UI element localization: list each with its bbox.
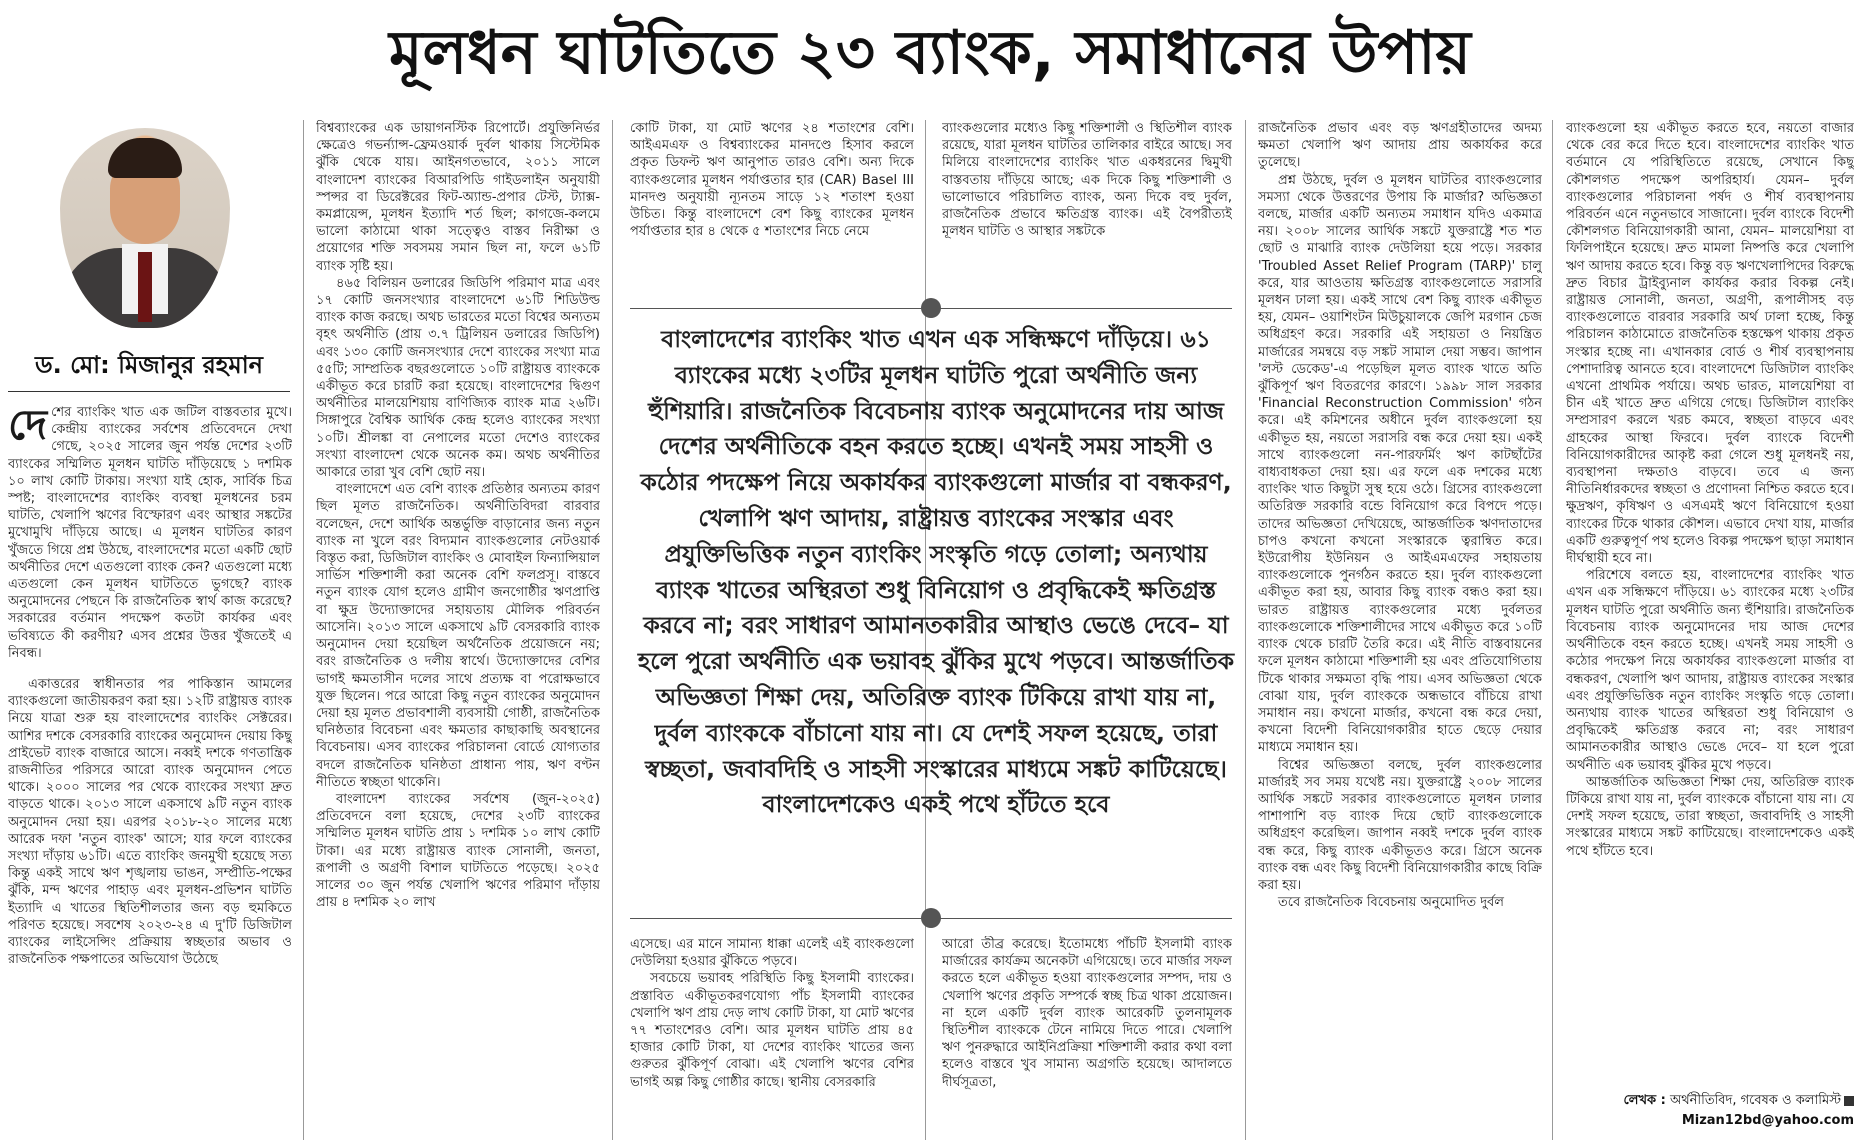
paragraph: ব্যাংকগুলোর মধ্যেও কিছু শক্তিশালী ও স্থিতিশীল ব্যাংক রয়েছে, যারা মূলধন ঘাটতির তালিকার বাইরে আছে। সব মিলিয়ে বাংলাদেশের ব্যাংকিং খাত একধরনের দ্বিমুখী বাস্তবতায় দাঁড়িয়ে আছে; এক দিকে কিছু শক্তিশালী ও ভালোভাবে পরিচালিত ব্যাংক, অন্য দিকে বহু দুর্বল, রাজনৈতিক প্রভাবে ক্ষতিগ্রস্ত ব্যাংক। এই বৈপরীত্যই মূলধন ঘাটতি ও আস্থার সঙ্কটকে [942,121,1232,240]
column-1 [8,404,292,1140]
column-3-top [630,120,914,296]
byline-divider [8,391,290,392]
column-4-top [942,120,1232,296]
column-4-bottom [942,936,1232,1140]
paragraph: প্রশ্ন উঠছে, দুর্বল ও মূলধন ঘাটতির ব্যাংকগুলোর সমস্যা থেকে উত্তরণের উপায় কি মার্জার? অভিজ্ঞতা বলছে, মার্জার একটি অন্যতম সমাধান যদিও একমাত্র নয়। ২০০৮ সালের আর্থিক সঙ্কটে যুক্তরাষ্ট্রে শত শত ছোট ও মাঝারি ব্যাংক দেউলিয়া হয়ে পড়ে। সরকার 'Troubled Asset Relief Program (TARP)' চালু করে, যার আওতায় ক্ষতিগ্রস্ত ব্যাংকগুলোতে সরাসরি মূলধন ঢালা হয়। একই সাথে বেশ কিছু ব্যাংক একীভূত হয়, যেমন– ওয়াশিংটন মিউচুয়ালকে জেপি মরগান চেজ অধিগ্রহণ করে। সরকারি এই সহায়তা ও নিয়ন্ত্রিত মার্জারের সমন্বয়ে বড় সঙ্কট সামাল দেয়া সম্ভব। জাপান 'লস্ট ডেকেড'-এ পড়েছিল মূলত ব্যাংক খাতে অতি ঝুঁকিপূর্ণ ঋণ বিতরণের কারণে। ১৯৯৮ সাল সরকার 'Financial Reconstruction Commission' গঠন করে। এই কমিশনের অধীনে দুর্বল ব্যাংকগুলো হয় একীভূত হয়, নয়তো সরাসরি বন্ধ করে দেয়া হয়। একই সাথে ব্যাংকগুলো নন-পারফর্মিং ঋণ কাটছাঁটের বাধ্যবাধকতা দেয়া হয়। এর ফলে এক দশকের মধ্যে ব্যাংকিং খাত কিছুটা সুস্থ হয়ে ওঠে। গ্রিসের ব্যাংকগুলো অতিরিক্ত সরকারি বন্ডে বিনিয়োগ করে বিপদে পড়ে। তাদের অভিজ্ঞতা দেখিয়েছে, আন্তর্জাতিক ঋণদাতাদের চাপও কখনো কখনো সংস্কারকে ত্বরান্বিত করে। ইউরোপীয় ইউনিয়ন ও আইএমএফের সহায়তায় ব্যাংকগুলোকে পুনর্গঠন করতে হয়। দুর্বল ব্যাংকগুলো একীভূত করা হয়, আবার কিছু ব্যাংক বন্ধও করা হয়। ভারত রাষ্ট্রায়ত্ত ব্যাংকগুলোর মধ্যে দুর্বলতর ব্যাংকগুলোকে শক্তিশালীদের সাথে একীভূত করে ১০টি ব্যাংক থেকে চারটি তৈরি করে। এই নীতি বাস্তবায়নের ফলে মূলধন কাঠামো শক্তিশালী হয় এবং প্রতিযোগিতায় টিকে থাকার সক্ষমতা বৃদ্ধি পায়। এসব অভিজ্ঞতা থেকে বোঝা যায়, দুর্বল ব্যাংককে অন্ধভাবে বাঁচিয়ে রাখা সমাধান নয়। কখনো মার্জার, কখনো বন্ধ করে দেয়া, কখনো বিদেশী বিনিয়োগকারীর হাতে ছেড়ে দেয়ার মাধ্যমে সমাধান হয়। [1258,172,1542,756]
paragraph: ব্যাংকগুলো হয় একীভূত করতে হবে, নয়তো বাজার থেকে বের করে দিতে হবে। বাংলাদেশের ব্যাংকিং খাত বর্তমানে যে পরিস্থিতিতে রয়েছে, সেখানে কিছু কৌশলগত পদক্ষেপ অপরিহার্য। যেমন– দুর্বল ব্যাংকগুলোর পরিচালনা পর্ষদ ও শীর্ষ ব্যবস্থাপনায় পরিবর্তন এনে নতুনভাবে সাজানো। দুর্বল ব্যাংকে বিদেশী কৌশলগত বিনিয়োগকারী আনা, যেমন– মালয়েশিয়া বা ফিলিপাইনে হয়েছে। দ্রুত মামলা নিষ্পত্তি করে খেলাপি ঋণ আদায় করতে হবে। কিন্তু বড় ঋণখেলাপিদের বিরুদ্ধে দ্রুত বিচার ট্রাইব্যুনাল কার্যকর করার বিকল্প নেই। রাষ্ট্রায়ত্ত সোনালী, জনতা, অগ্রণী, রূপালীসহ বড় ব্যাংকগুলোতে বারবার সরকারি অর্থ ঢালা হচ্ছে, কিন্তু পরিচালন কাঠামোতে রাজনৈতিক হস্তক্ষেপ থাকায় প্রকৃত সংস্কার হচ্ছে না। এখানকার বোর্ড ও শীর্ষ ব্যবস্থাপনায় পেশাদারিত্ব আনতে হবে। বাংলাদেশে ডিজিটাল ব্যাংকিং এখনো প্রাথমিক পর্যায়ে। অথচ ভারত, মালয়েশিয়া বা চীন এই খাতে দ্রুত এগিয়ে গেছে। ডিজিটাল ব্যাংকিং সম্প্রসারণ করলে খরচ কমবে, স্বচ্ছতা বাড়বে এবং গ্রাহকের আস্থা ফিরবে। দুর্বল ব্যাংকে বিদেশী বিনিয়োগকারীদের আকৃষ্ট করা গেলে শুধু মূলধনই নয়, ব্যবস্থাপনা দক্ষতাও বাড়বে। তবে এ জন্য নীতিনির্ধারকদের স্বচ্ছতা ও প্রণোদনা নিশ্চিত করতে হবে। ক্ষুদ্রঋণ, কৃষিঋণ ও এসএমই ঋণে বিনিয়োগে হওয়া ব্যাংকের টিকে থাকার কৌশল। এভাবে দেখা যায়, মার্জার একটি গুরুত্বপূর্ণ পথ হলেও বিকল্প পদক্ষেপ ছাড়া সমাধান দীর্ঘস্থায়ী হবে না। [1566,121,1854,567]
paragraph: বাংলাদেশে এত বেশি ব্যাংক প্রতিষ্ঠার অন্যতম কারণ ছিল মূলত রাজনৈতিক। অর্থনীতিবিদরা বারবার বলেছেন, দেশে আর্থিক অন্তর্ভুক্তি বাড়ানোর জন্য নতুন ব্যাংক না খুলে বরং বিদ্যমান ব্যাংকগুলোর নেটওয়ার্ক বিস্তৃত করা, ডিজিটাল ব্যাংকিং ও মোবাইল ফিন্যান্সিয়াল সার্ভিস শক্তিশালী করা অনেক বেশি ফলপ্রসূ। বাস্তবে নতুন ব্যাংক যোগ হলেও গ্রামীণ জনগোষ্ঠীর ঋণপ্রাপ্তি বা ক্ষুদ্র উদ্যোক্তাদের সহায়তায় মৌলিক পরিবর্তন আসেনি। ২০১৩ সালে একসাথে ৯টি বেসরকারি ব্যাংক অনুমোদন দেয়া হয়েছিল অর্থনৈতিক প্রয়োজনে নয়; বরং রাজনৈতিক ও দলীয় স্বার্থে। উদ্যোক্তাদের বেশির ভাগই ক্ষমতাসীন দলের সাথে প্রত্যক্ষ বা পরোক্ষভাবে যুক্ত ছিলেন। পরে আরো কিছু নতুন ব্যাংকের অনুমোদন দেয়া হয় মূলত প্রভাবশালী ব্যবসায়ী গোষ্ঠী, রাজনৈতিক ঘনিষ্ঠতার বিবেচনা এবং ক্ষমতার কাছাকাছি অবস্থানের বিবেচনায়। এসব ব্যাংকের পরিচালনা বোর্ডে যোগ্যতার বদলে রাজনৈতিক ঘনিষ্ঠতা প্রাধান্য পায়, ঋণ বণ্টন নীতিতে স্বচ্ছতা থাকেনি। [316,482,600,790]
paragraph: তবে রাজনৈতিক বিবেচনায় অনুমোদিত দুর্বল [1278,895,1504,911]
column-separator [1245,120,1246,1140]
paragraph: সবচেয়ে ভয়াবহ পরিস্থিতি কিছু ইসলামী ব্যাংকের। প্রস্তাবিত একীভূতকরণযোগ্য পাঁচ ইসলামী ব্যাংকের খেলাপি ঋণ প্রায় দেড় লাখ কোটি টাকা, যা মোট ঋণের ৭৭ শতাংশেরও বেশি। আর মূলধন ঘাটতি প্রায় ৪৫ হাজার কোটি টাকা, যা দেশের ব্যাংকিং খাতের জন্য গুরুতর ঝুঁকিপূর্ণ বোঝা। এই খেলাপি ঋণের বেশির ভাগই অল্প কিছু গোষ্ঠীর কাছে। স্থানীয় বেসরকারি [630,971,914,1090]
writer-email: Mizan12bd@yahoo.com [1681,1113,1854,1128]
column-3-bottom [630,936,914,1140]
paragraph: আরো তীব্র করেছে। ইতোমধ্যে পাঁচটি ইসলামী ব্যাংক মার্জারের কার্যক্রম অনেকটা এগিয়েছে। তবে মার্জার সফল করতে হলে একীভূত হওয়া ব্যাংকগুলোর সম্পদ, দায় ও খেলাপি ঋণের প্রকৃতি সম্পর্কে স্বচ্ছ চিত্র থাকা প্রয়োজন। না হলে একটি দুর্বল ব্যাংক আরেকটি তুলনামূলক স্থিতিশীল ব্যাংককে টেনে নামিয়ে দিতে পারে। খেলাপি ঋণ পুনরুদ্ধারে আইনিপ্রক্রিয়া শক্তিশালী করার কথা বলা হলেও বাস্তবে খুব সামান্য অগ্রগতি হয়েছে। আদালতে দীর্ঘসূত্রতা, [942,937,1232,1090]
column-2 [316,120,600,1140]
paragraph: একাত্তরের স্বাধীনতার পর পাকিস্তান আমলের ব্যাংকগুলো জাতীয়করণ করা হয়। ১২টি রাষ্ট্রায়ত্ত ব্যাংক নিয়ে যাত্রা শুরু হয় বাংলাদেশের ব্যাংকিং সেক্টরের। আশির দশকে বেসরকারি ব্যাংকের অনুমোদন দেয়ায় কিছু প্রাইভেট ব্যাংক বাজারে আসে। নব্বই দশকে গণতান্ত্রিক রাজনীতির পরিসরে আরো ব্যাংক অনুমোদন পেতে থাকে। ২০০০ সালের পর থেকে ব্যাংকের সংখ্যা দ্রুত বাড়তে থাকে। ২০১৩ সালে একসাথে ৯টি নতুন ব্যাংক অনুমোদন দেয়া হয়। এরপর ২০১৮-২০ সালের মধ্যে আরেক দফা 'নতুন ব্যাংক' আসে; যার ফলে ব্যাংকের সংখ্যা দাঁড়ায় ৬১টি। এতে ব্যাংকিং জনমুখী হয়েছে সত্য কিন্তু একই সাথে ঋণ শৃঙ্খলায় ভাঙন, সম্প্রীতি-পক্ষের ঝুঁকি, মন্দ ঋণের পাহাড় এবং মূলধন-প্রভিশন ঘাটতি ইত্যাদি এ খাতের স্থিতিশীলতার জন্য বড় হুমকিতে পরিণত হয়েছে। সবশেষ ২০২৩-২৪ এ দু'টি ডিজিটাল ব্যাংকের লাইসেন্সিং প্রক্রিয়ায় স্বচ্ছতার অভাব ও রাজনৈতিক পক্ষপাতের অভিযোগ উঠেছে [8,677,292,968]
column-5 [1258,120,1542,1140]
writer-label: লেখক : [1623,1093,1666,1108]
column-6 [1566,120,1854,1086]
author-byline: ড. মো: মিজানুর রহমান [34,351,264,379]
pullquote: বাংলাদেশের ব্যাংকিং খাত এখন এক সন্ধিক্ষণে দাঁড়িয়ে। ৬১ ব্যাংকের মধ্যে ২৩টির মূলধন ঘাটতি পুরো অর্থনীতি জন্য হুঁশিয়ারি। রাজনৈতিক বিবেচনায় ব্যাংক অনুমোদনের দায় আজ দেশের অর্থনীতিকে বহন করতে হচ্ছে। এখনই সময় সাহসী ও কঠোর পদক্ষেপ নিয়ে অকার্যকর ব্যাংকগুলো মার্জার বা বন্ধকরণ, খেলাপি ঋণ আদায়, রাষ্ট্রায়ত্ত ব্যাংকের সংস্কার এবং প্রযুক্তিভিত্তিক নতুন ব্যাংকিং সংস্কৃতি গড়ে তোলা; অন্যথায় ব্যাংক খাতের অস্থিরতা শুধু বিনিয়োগ ও প্রবৃদ্ধিকেই ক্ষতিগ্রস্ত করবে না; বরং সাধারণ আমানতকারীর আস্থাও ভেঙে দেবে– যা হলে পুরো অর্থনীতি এক ভয়াবহ ঝুঁকির মুখে পড়বে। আন্তর্জাতিক অভিজ্ঞতা শিক্ষা দেয়, অতিরিক্ত ব্যাংক টিকিয়ে রাখা যায় না, দুর্বল ব্যাংককে বাঁচানো যায় না। যে দেশই সফল হয়েছে, তারা স্বচ্ছতা, জবাবদিহি ও সাহসী সংস্কারের মাধ্যমে সঙ্কট কাটিয়েছে। বাংলাদেশকেও একই পথে হাঁটতে হবে [637,325,1235,819]
pullquote-bottom-dot [921,908,941,928]
drop-cap: দে [8,404,48,449]
paragraph: ৪৬৫ বিলিয়ন ডলারের জিডিপি পরিমাণ মাত্র এবং ১৭ কোটি জনসংখ্যার বাংলাদেশে ৬১টি শিডিউল্ড ব্যাংক কাজ করছে। অথচ ভারতের মতো বিশ্বের অন্যতম বৃহৎ অর্থনীতি (প্রায় ৩.৭ ট্রিলিয়ন ডলারের জিডিপি) এবং ১৩০ কোটি জনসংখ্যার দেশে ব্যাংকের সংখ্যা মাত্র ৫৫টি; সাম্প্রতিক বছরগুলোতে ১০টি রাষ্ট্রায়ত্ত ব্যাংককে একীভূত করে চারটি করা হয়েছে। বাংলাদেশের দ্বিগুণ অর্থনীতির মালয়েশিয়ায় বাণিজ্যিক ব্যাংক মাত্র ২৬টি। সিঙ্গাপুরে বৈশ্বিক আর্থিক কেন্দ্র হলেও ব্যাংকের সংখ্যা ১০টি। শ্রীলঙ্কা বা নেপালের মতো দেশেও ব্যাংকের সংখ্যা বাংলাদেশ থেকে অনেক কম। অথচ অর্থনীতির আকারে তারা খুব বেশি ছোট নয়। [316,275,600,481]
paragraph: দেশের ব্যাংকিং খাত এক জটিল বাস্তবতার মুখে। কেন্দ্রীয় ব্যাংকের সর্বশেষ প্রতিবেদনে দেখা গেছে, ২০২৫ সালের জুন পর্যন্ত দেশের ২৩টি ব্যাংকের সম্মিলিত মূলধন ঘাটতি দাঁড়িয়েছে ১ দশমিক ১০ লাখ কোটি টাকায়। সংখ্যা যাই হোক, সার্বিক চিত্র স্পষ্ট; বাংলাদেশের ব্যাংকিং ব্যবস্থা মূলধনের চরম ঘাটতি, খেলাপি ঋণের বিস্ফোরণ এবং আস্থার সঙ্কটের মুখোমুখি দাঁড়িয়ে আছে। এ মূলধন ঘাটতির কারণ খুঁজতে গিয়ে প্রশ্ন উঠছে, বাংলাদেশের মতো একটি ছোট অর্থনীতির দেশে এতগুলো ব্যাংক কেন? এতগুলো মধ্যে এতগুলো কেন মূলধন ঘাটতিতে ভুগছে? ব্যাংক অনুমোদনের পেছনে কি রাজনৈতিক স্বার্থ কাজ করেছে? সরকারের বর্তমান পদক্ষেপ কতটা কার্যকর এবং ভবিষ্যতে কী করণীয়? এসব প্রশ্নের উত্তর খুঁজতেই এ নিবন্ধ। [8,404,292,661]
writer-credit [1566,1092,1854,1110]
end-mark-icon [1844,1096,1854,1106]
writer-description: অর্থনীতিবিদ, গবেষক ও কলামিস্ট [1669,1093,1841,1108]
headline: মূলধন ঘাটতিতে ২৩ ব্যাংক, সমাধানের উপায় [389,18,1471,88]
paragraph: বিশ্বব্যাংকের এক ডায়াগনস্টিক রিপোর্টে। প্রযুক্তিনির্ভর ক্ষেত্রেও গভর্ন্যান্স-ফ্রেমওয়ার্ক দুর্বল থাকায় সিস্টেমিক ঝুঁকি থেকে যায়। আইনগতভাবে, ২০১১ সালে বাংলাদেশ ব্যাংকের বিআরপিডি গাইডলাইন অনুযায়ী স্পন্সর বা ডিরেক্টরের ফিট-অ্যান্ড-প্রপার টেস্ট, ট্যাক্স-কমপ্লায়েন্স, মূলধন ইত্যাদি শর্ত ছিল; কাগজে-কলমে ভালো কাঠামো থাকা সত্ত্বেও বাস্তব নিরীক্ষা ও প্রয়োগের শক্তি সবসময় সমান ছিল না, ফলে ৬১টি ব্যাংক সৃষ্টি হয়। [316,121,600,274]
paragraph: এসেছে। এর মানে সামান্য ধাক্কা এলেই এই ব্যাংকগুলো দেউলিয়া হওয়ার ঝুঁকিতে পড়বে। [630,937,914,970]
author-photo [60,128,230,328]
paragraph: কোটি টাকা, যা মোট ঋণের ২৪ শতাংশের বেশি। আইএমএফ ও বিশ্বব্যাংকের মানদণ্ডে হিসাব করলে প্রকৃত ডিফল্ট ঋণ আনুপাত তারও বেশি। অন্য দিকে ব্যাংকগুলোর মূলধন পর্যাপ্ততার হার (CAR) Basel III মানদণ্ড অনুযায়ী ন্যূনতম সাড়ে ১২ শতাংশ হওয়া উচিত। কিন্তু বাংলাদেশে বেশ কিছু ব্যাংকের মূলধন পর্যাপ্ততার হার ৪ থেকে ৫ শতাংশের নিচে নেমে [630,121,914,240]
column-separator [303,120,304,1140]
paragraph: রাজনৈতিক প্রভাব এবং বড় ঋণগ্রহীতাদের অদম্য ক্ষমতা খেলাপি ঋণ আদায় প্রায় অকার্যকর করে তুলেছে। [1258,121,1542,171]
paragraph: বাংলাদেশ ব্যাংকের সর্বশেষ (জুন-২০২৫) প্রতিবেদনে বলা হয়েছে, দেশের ২৩টি ব্যাংকের সম্মিলিত মূলধন ঘাটতি প্রায় ১ দশমিক ১০ লাখ কোটি টাকা। এর মধ্যে রাষ্ট্রায়ত্ত ব্যাংক সোনালী, জনতা, রূপালী ও অগ্রণী বিশাল ঘাটতিতে পড়েছে। ২০২৫ সালের ৩০ জুন পর্যন্ত খেলাপি ঋণের পরিমাণ দাঁড়ায় প্রায় ৪ দশমিক ২০ লাখ [316,791,600,911]
column-separator [612,120,613,1140]
column-separator [1552,120,1553,1140]
paragraph: পরিশেষে বলতে হয়, বাংলাদেশের ব্যাংকিং খাত এখন এক সন্ধিক্ষণে দাঁড়িয়ে। ৬১ ব্যাংকের মধ্যে ২৩টির মূলধন ঘাটতি পুরো অর্থনীতি জন্য হুঁশিয়ারি। রাজনৈতিক বিবেচনায় ব্যাংক অনুমোদনের দায় আজ দেশের অর্থনীতিকে বহন করতে হচ্ছে। এখনই সময় সাহসী ও কঠোর পদক্ষেপ নিয়ে অকার্যকর ব্যাংকগুলো মার্জার বা বন্ধকরণ, খেলাপি ঋণ আদায়, রাষ্ট্রায়ত্ত ব্যাংকের সংস্কার এবং প্রযুক্তিভিত্তিক নতুন ব্যাংকিং সংস্কৃতি গড়ে তোলা। অন্যথায় ব্যাংক খাতের অস্থিরতা শুধু বিনিয়োগ ও প্রবৃদ্ধিকেই ক্ষতিগ্রস্ত করবে না; বরং সাধারণ আমানতকারীর আস্থাও ভেঙে দেবে– যা হলে পুরো অর্থনীতি এক ভয়াবহ ঝুঁকির মুখে পড়বে। [1566,568,1854,773]
paragraph: আন্তর্জাতিক অভিজ্ঞতা শিক্ষা দেয়, অতিরিক্ত ব্যাংক টিকিয়ে রাখা যায় না, দুর্বল ব্যাংককে বাঁচানো যায় না। যে দেশই সফল হয়েছে, তারা স্বচ্ছতা, জবাবদিহি ও সাহসী সংস্কারের মাধ্যমে সঙ্কট কাটিয়েছে। বাংলাদেশকেও একই পথে হাঁটতে হবে। [1566,774,1854,859]
pullquote-top-dot [921,298,941,318]
paragraph: বিশ্বের অভিজ্ঞতা বলছে, দুর্বল ব্যাংকগুলোর মার্জারই সব সময় যথেষ্ট নয়। যুক্তরাষ্ট্রে ২০০৮ সালের আর্থিক সঙ্কটে সরকার ব্যাংকগুলোতে মূলধন ঢালার পাশাপাশি বড় ব্যাংক দিয়ে ছোট ব্যাংকগুলোকে অধিগ্রহণ করেছিল। জাপান নব্বই দশকে দুর্বল ব্যাংক বন্ধ করে, কিছু ব্যাংক একীভূতও করে। গ্রিসে অনেক ব্যাংক বন্ধ এবং কিছু বিদেশী বিনিয়োগকারীর কাছে বিক্রি করা হয়। [1258,757,1542,893]
